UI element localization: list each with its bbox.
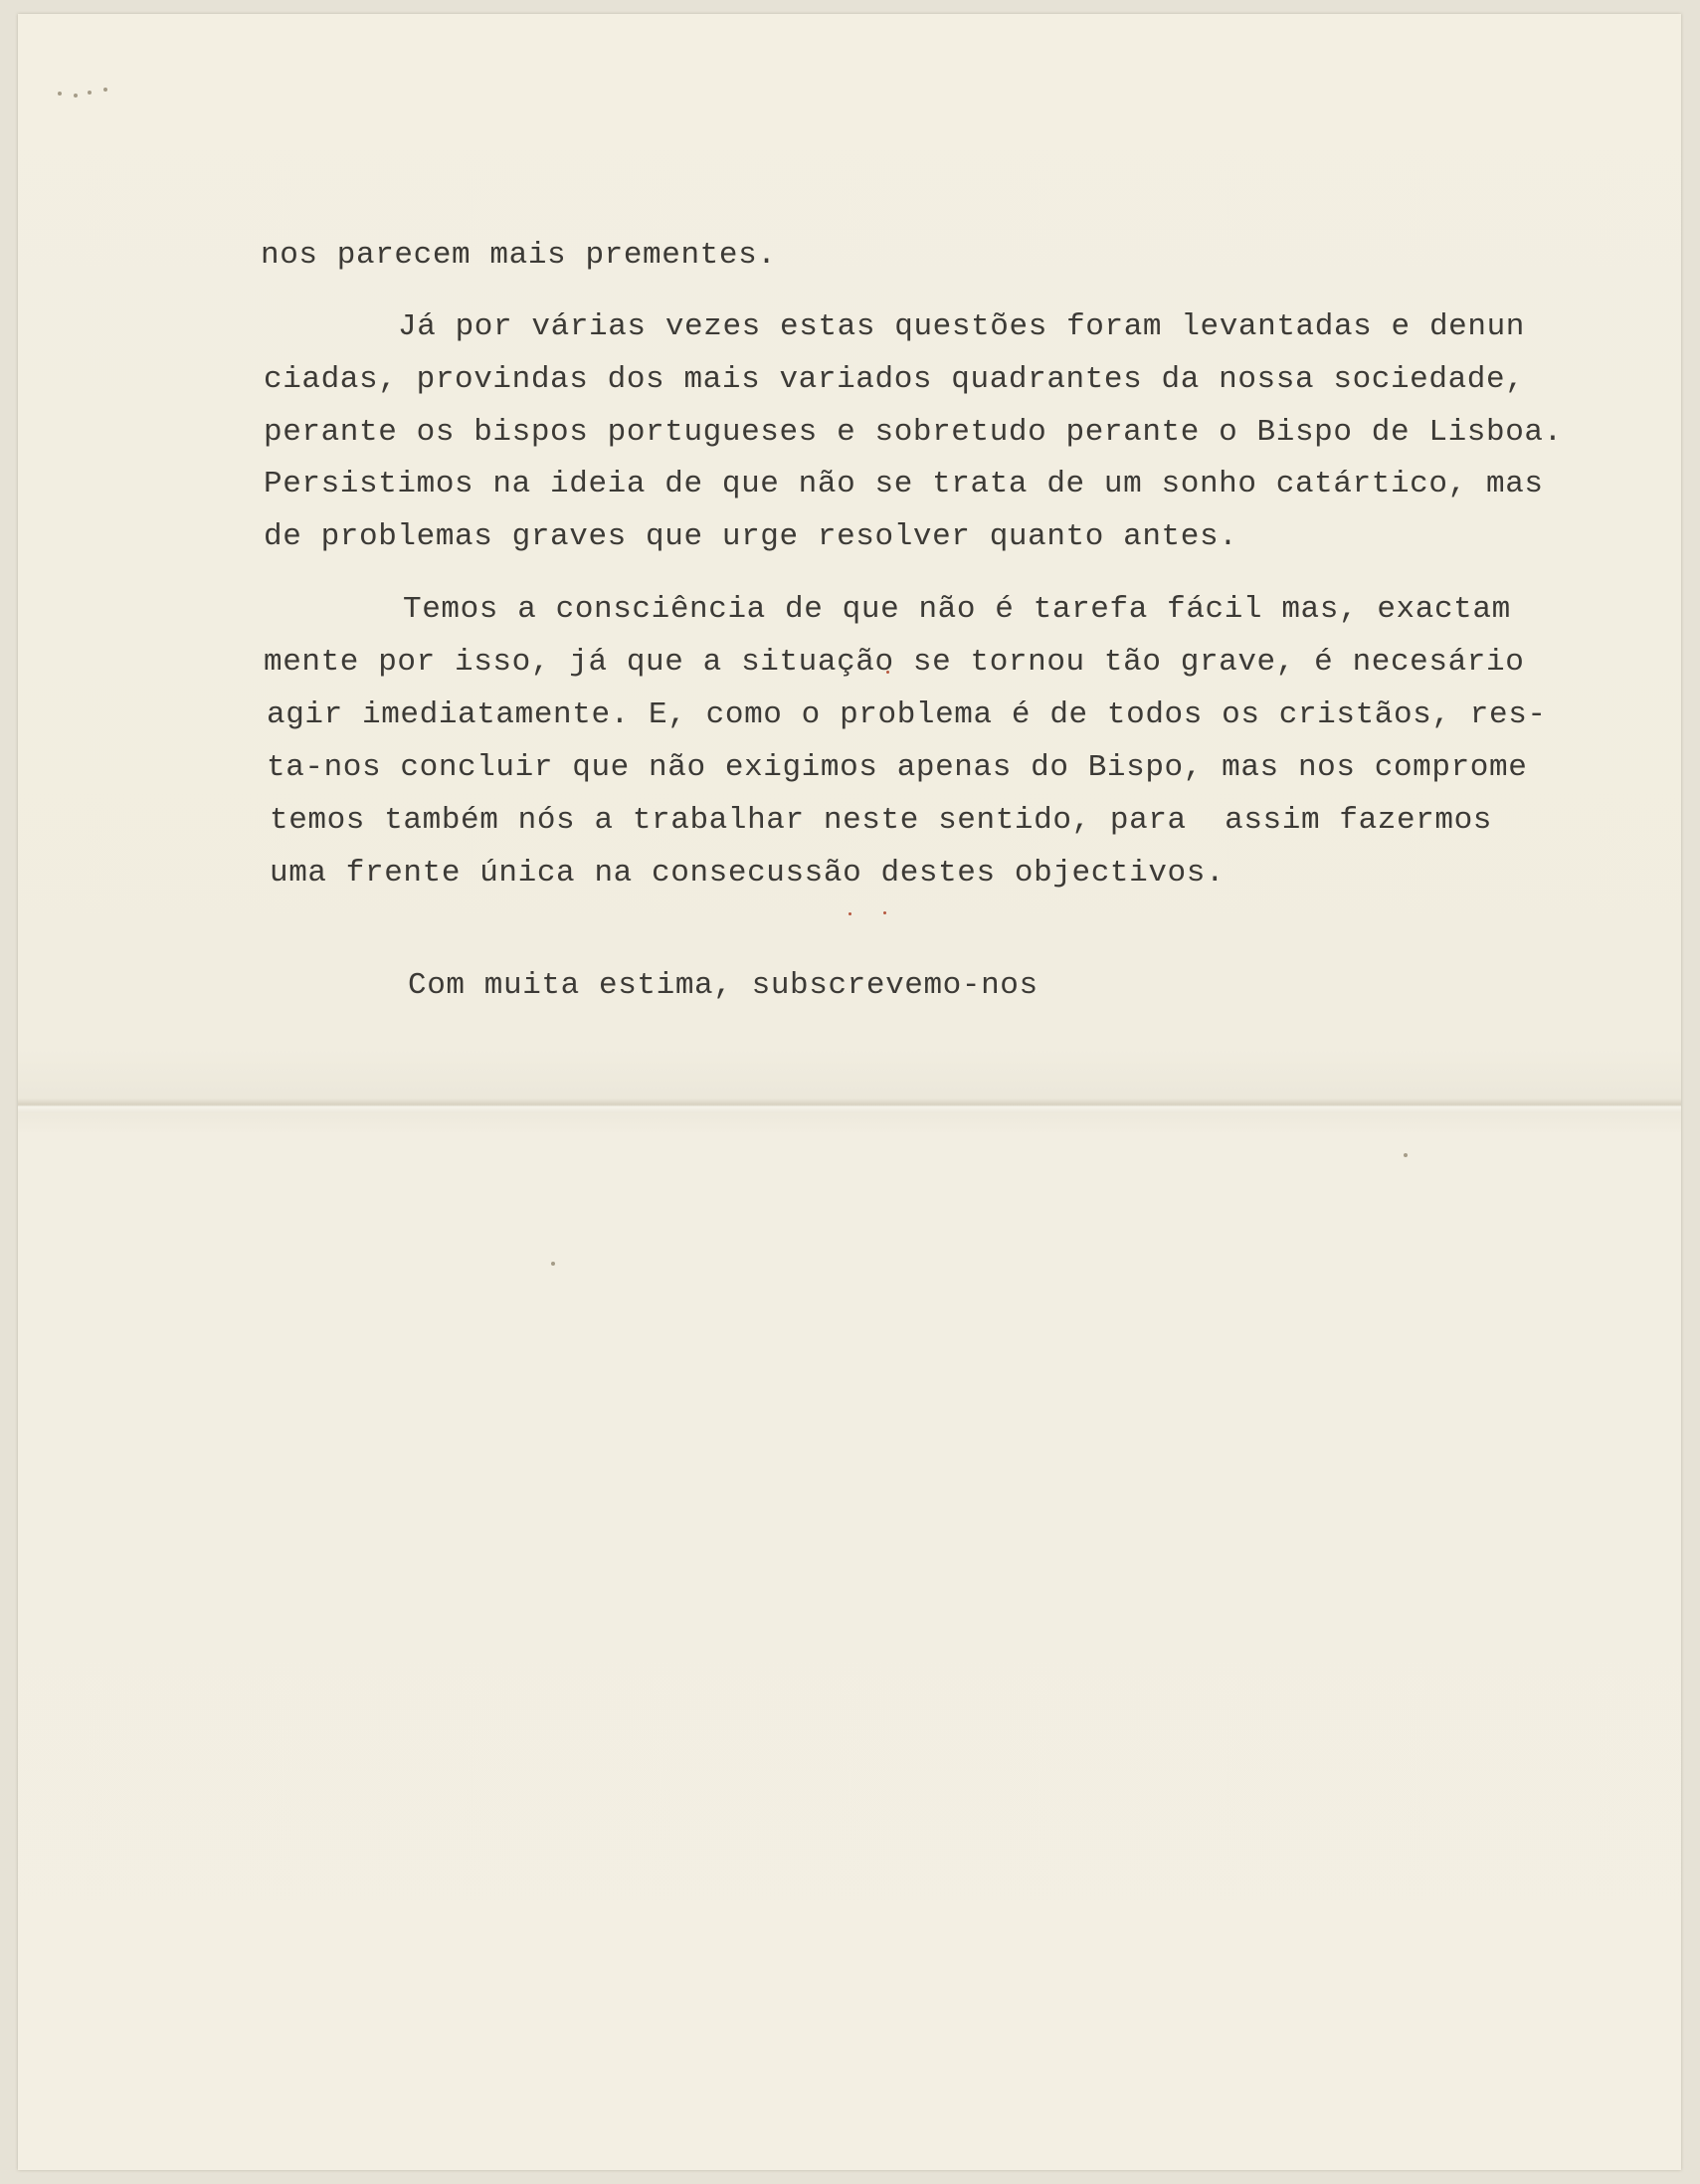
letter-line: ciadas, provindas dos mais variados quadrantes da nossa sociedade, [264, 362, 1525, 397]
letter-line: Já por várias vezes estas questões foram levantadas e denun [398, 309, 1525, 344]
letter-line: uma frente única na consecussão destes objectivos. [270, 856, 1226, 891]
letter-line: agir imediatamente. E, como o problema é de todos os cristãos, res- [267, 697, 1547, 732]
paper-speck [58, 92, 62, 96]
paper-fold [18, 1098, 1681, 1112]
letter-line: de problemas graves que urge resolver quanto antes. [264, 519, 1238, 554]
letter-line: ta-nos concluir que não exigimos apenas do Bispo, mas nos comprome [267, 750, 1528, 785]
paper-speck [849, 912, 851, 915]
closing-salutation: Com muita estima, subscrevemo-nos [408, 968, 1039, 1003]
paper-speck [1404, 1153, 1408, 1157]
paper-speck [883, 911, 886, 914]
letter-line: mente por isso, já que a situação se tornou tão grave, é necesário [264, 645, 1525, 680]
letter-line: temos também nós a trabalhar neste sentido, para assim fazermos [270, 803, 1492, 838]
letter-line: nos parecem mais prementes. [261, 238, 777, 273]
paper-speck [74, 94, 78, 98]
letter-line: perante os bispos portugueses e sobretudo perante o Bispo de Lisboa. [264, 415, 1563, 450]
paper-speck [88, 91, 92, 95]
letter-line: Persistimos na ideia de que não se trata de um sonho catártico, mas [264, 467, 1544, 501]
paper-speck [551, 1262, 555, 1266]
paper-speck [103, 88, 107, 92]
letter-line: Temos a consciência de que não é tarefa fácil mas, exactam [403, 592, 1511, 627]
